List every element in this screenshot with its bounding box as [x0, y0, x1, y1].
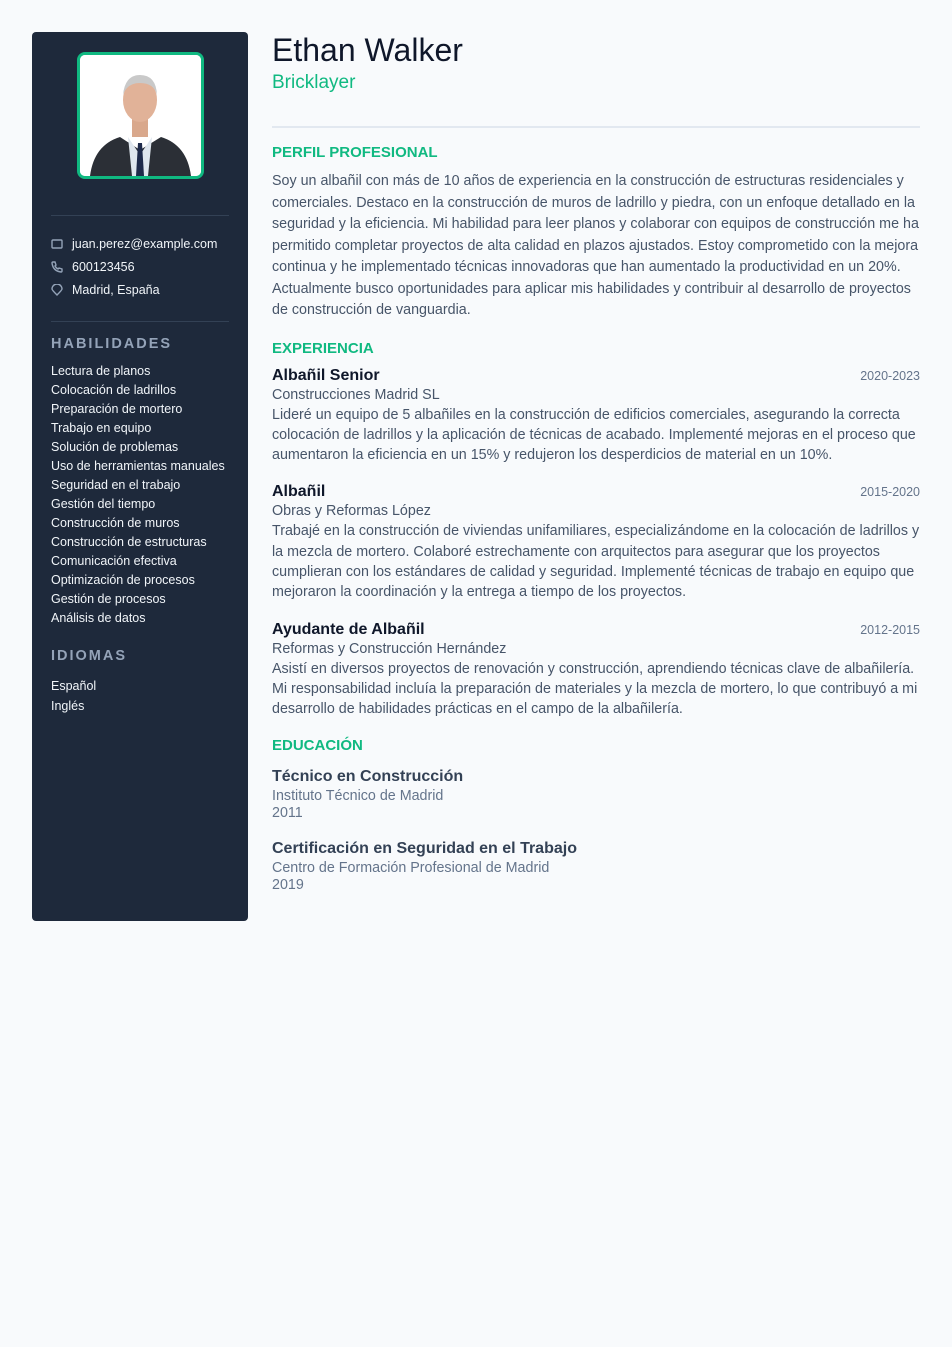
divider: [51, 215, 229, 216]
skills-title: HABILIDADES: [51, 336, 173, 352]
job-company: Construcciones Madrid SL: [272, 386, 440, 403]
job-header: [272, 621, 920, 639]
summary-title: PERFIL PROFESIONAL: [272, 144, 438, 161]
experience-title: EXPERIENCIA: [272, 339, 374, 357]
divider: [51, 321, 229, 322]
contact-location: [51, 278, 229, 301]
email-icon: [51, 238, 63, 250]
job-company: Reformas y Construcción Hernández: [272, 640, 507, 657]
language-item: Inglés: [51, 699, 85, 713]
job-description: Lideré un equipo de 5 albañiles en la construcción de edificios comerciales, asegurando la correcta colocación de ladrillos y la aplicación de técnicas de acabado. Implementé mejoras en el proceso que aumentaron la eficiencia en un 15% y redujeron los desperdicios de material en un 10%.: [272, 406, 916, 464]
candidate-role: Bricklayer: [272, 72, 356, 93]
job-entry: [272, 483, 920, 602]
skill-item: Análisis de datos: [51, 611, 146, 625]
education-year: 2019: [272, 877, 304, 894]
skill-item: Construcción de estructuras: [51, 535, 207, 549]
skill-item: Construcción de muros: [51, 516, 180, 530]
language-item: Español: [51, 679, 97, 693]
education-entry: [272, 838, 920, 894]
job-entry: [272, 621, 920, 720]
education-year: 2011: [272, 805, 303, 822]
skills-list: [51, 362, 229, 628]
skill-item: Trabajo en equipo: [51, 421, 152, 435]
experience-list: [272, 367, 920, 720]
phone-icon: [51, 261, 63, 273]
education-degree: Técnico en Construcción: [272, 768, 464, 786]
sidebar: [32, 32, 248, 921]
phone-text: 600123456: [72, 259, 135, 274]
job-description: Trabajé en la construcción de viviendas unifamiliares, especializándome en la colocación de ladrillos y la mezcla de mortero. Colaboré estrechamente con arquitectos para asegurar que los proyectos cumplieran con los estándares de calidad y seguridad. Implementé técnicas de trabajo en equipo que mejoraron la coordinación y la entrega a tiempo de los proyectos.: [272, 523, 920, 601]
job-title: Albañil Senior: [272, 366, 380, 384]
job-company: Obras y Reformas López: [272, 503, 431, 520]
profile-photo: [77, 52, 204, 179]
education-school: Centro de Formación Profesional de Madrid: [272, 860, 550, 877]
skill-item: Preparación de mortero: [51, 402, 183, 416]
job-dates: 2012-2015: [860, 622, 920, 637]
skill-item: Optimización de procesos: [51, 573, 195, 587]
education-entry: [272, 766, 920, 822]
candidate-name: Ethan Walker: [272, 32, 463, 68]
languages-list: [51, 676, 229, 716]
job-dates: 2015-2020: [860, 485, 920, 500]
job-description: Asistí en diversos proyectos de renovación y construcción, aprendiendo técnicas clave de albañilería. Mi responsabilidad incluía la preparación de materiales y la mezcla de mortero, lo que contribuyó a mi desarrollo de habilidades prácticas en el campo de la albañilería.: [272, 660, 918, 718]
location-text: Madrid, España: [72, 282, 160, 297]
skill-item: Uso de herramientas manuales: [51, 459, 225, 473]
skill-item: Lectura de planos: [51, 364, 151, 378]
education-degree: Certificación en Seguridad en el Trabajo: [272, 840, 577, 858]
skill-item: Gestión del tiempo: [51, 497, 156, 511]
skill-item: Comunicación efectiva: [51, 554, 177, 568]
skill-item: Colocación de ladrillos: [51, 383, 177, 397]
job-title: Ayudante de Albañil: [272, 620, 425, 638]
skill-item: Seguridad en el trabajo: [51, 478, 181, 492]
summary-text: Soy un albañil con más de 10 años de experiencia en la construcción de estructuras residenciales y comerciales. Destaco en la construcción de muros de ladrillo y piedra, con un enfoque detallado en la seguridad y la eficiencia. Mi habilidad para leer planos y colaborar con equipos de construcción me ha permitido completar proyectos de alta calidad en plazos ajustados. Estoy comprometido con la mejora continua y he implementado técnicas innovadoras que han aumentado la productividad en un 20%. Actualmente busco oportunidades para aplicar mis habilidades y contribuir al desarrollo de proyectos de construcción de vanguardia.: [272, 173, 919, 318]
job-header: [272, 483, 920, 501]
education-list: [272, 766, 920, 894]
education-title: EDUCACIÓN: [272, 737, 363, 755]
skill-item: Solución de problemas: [51, 440, 179, 454]
job-dates: 2020-2023: [860, 368, 920, 383]
job-header: [272, 367, 920, 385]
skill-item: Gestión de procesos: [51, 592, 166, 606]
job-entry: [272, 367, 920, 466]
languages-title: IDIOMAS: [51, 648, 128, 664]
main-content: [272, 32, 920, 910]
contact-phone: [51, 255, 229, 278]
education-school: Instituto Técnico de Madrid: [272, 788, 444, 805]
job-title: Albañil: [272, 483, 326, 501]
divider: [272, 126, 920, 128]
location-icon: [51, 284, 63, 296]
email-text: juan.perez@example.com: [72, 236, 218, 251]
contact-email: [51, 232, 229, 255]
